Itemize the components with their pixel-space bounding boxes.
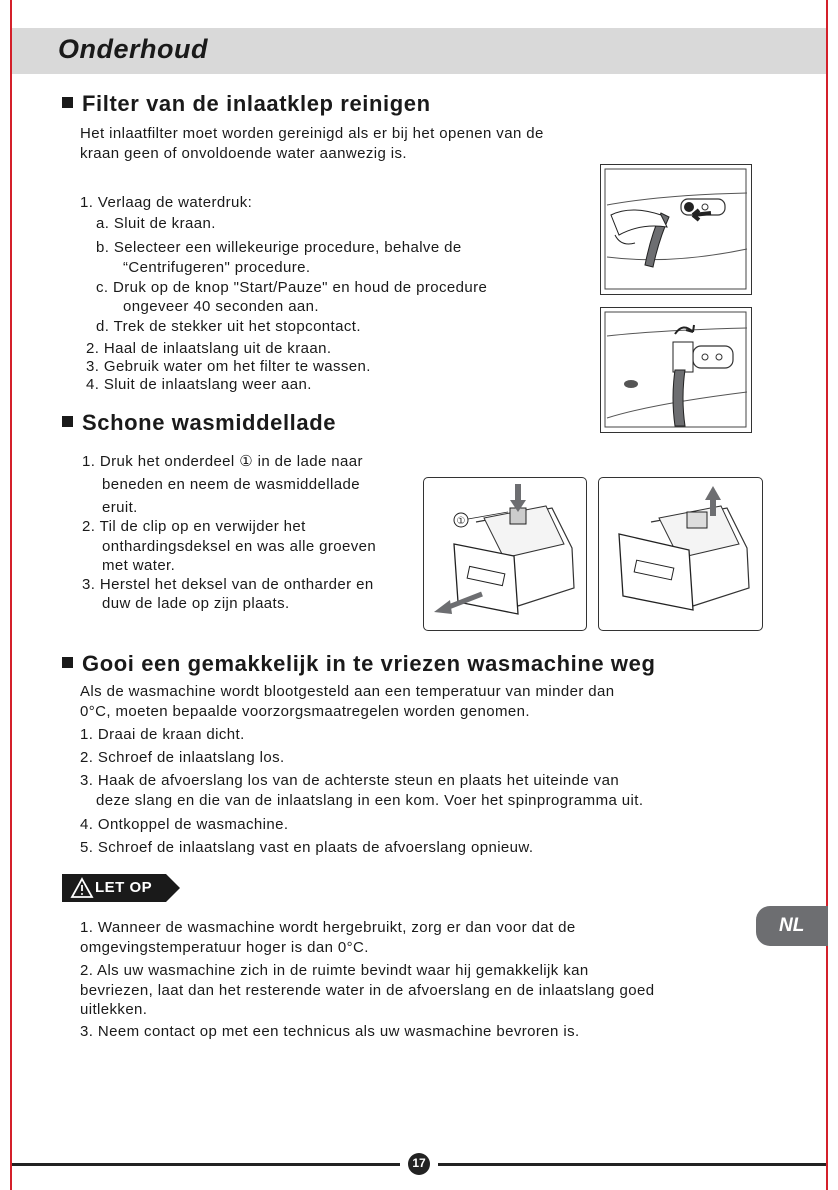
list-item: 3. Herstel het deksel van de ontharder en xyxy=(82,576,374,593)
warning-label: LET OP xyxy=(95,879,153,896)
list-item: deze slang en die van de inlaatslang in een kom. Voer het spinprogramma uit. xyxy=(96,792,644,809)
bullet-square-icon xyxy=(62,657,73,668)
drawer-remove-illustration xyxy=(424,478,585,629)
list-item: ongeveer 40 seconden aan. xyxy=(123,298,319,315)
figure-inlet-filter xyxy=(600,164,752,295)
list-item: 4. Ontkoppel de wasmachine. xyxy=(80,816,289,833)
list-item: 2. Til de clip op en verwijder het xyxy=(82,518,306,535)
list-item: 5. Schroef de inlaatslang vast en plaats de afvoerslang opnieuw. xyxy=(80,839,534,856)
inlet-hose-illustration xyxy=(601,308,750,431)
list-item: 1. Draai de kraan dicht. xyxy=(80,726,245,743)
page-title: Onderhoud xyxy=(58,34,208,64)
warning-line: uitlekken. xyxy=(80,1001,148,1018)
figure-drawer-remove xyxy=(423,477,587,631)
list-item: beneden en neem de wasmiddellade xyxy=(102,476,360,493)
list-item: 3. Haak de afvoerslang los van de achterste steun en plaats het uiteinde van xyxy=(80,772,620,789)
section-heading-dispenser: Schone wasmiddellade xyxy=(62,410,336,436)
list-item: “Centrifugeren" procedure. xyxy=(123,259,311,276)
warning-line: 2. Als uw wasmachine zich in de ruimte bevindt waar hij gemakkelijk kan xyxy=(80,962,589,979)
figure-softener-clip xyxy=(598,477,763,631)
list-item: 3. Gebruik water om het filter te wassen. xyxy=(86,358,371,375)
softener-clip-illustration xyxy=(599,478,761,629)
section-heading-freeze: Gooi een gemakkelijk in te vriezen wasmachine weg xyxy=(62,651,656,677)
callout-number: ① xyxy=(456,516,466,527)
page-number: 17 xyxy=(412,1156,426,1170)
list-item: 2. Haal de inlaatslang uit de kraan. xyxy=(86,340,332,357)
bullet-square-icon xyxy=(62,97,73,108)
list-item: 1. Verlaag de waterdruk: xyxy=(80,194,253,211)
footer-rule-right xyxy=(438,1163,826,1166)
list-item: b. Selecteer een willekeurige procedure, behalve de xyxy=(96,239,462,256)
paragraph-line: Als de wasmachine wordt blootgesteld aan een temperatuur van minder dan xyxy=(80,683,615,700)
warning-line: bevriezen, laat dan het resterende water in de afvoerslang en de inlaatslang goed xyxy=(80,982,655,999)
warning-line: omgevingstemperatuur hoger is dan 0°C. xyxy=(80,939,369,956)
bullet-square-icon xyxy=(62,416,73,427)
list-item: met water. xyxy=(102,557,176,574)
section-heading-filter: Filter van de inlaatklep reinigen xyxy=(62,91,431,117)
footer-rule-left xyxy=(12,1163,400,1166)
warning-line: 3. Neem contact op met een technicus als uw wasmachine bevroren is. xyxy=(80,1023,580,1040)
figure-inlet-hose xyxy=(600,307,752,433)
list-item: c. Druk op de knop "Start/Pauze" en houd de procedure xyxy=(96,279,488,296)
warning-line: 1. Wanneer de wasmachine wordt hergebruikt, zorg er dan voor dat de xyxy=(80,919,576,936)
paragraph-line: 0°C, moeten bepaalde voorzorgsmaatregelen worden genomen. xyxy=(80,703,530,720)
list-item: eruit. xyxy=(102,499,138,516)
list-item: onthardingsdeksel en was alle groeven xyxy=(102,538,377,555)
list-item: duw de lade op zijn plaats. xyxy=(102,595,290,612)
language-tab-label: NL xyxy=(779,915,805,936)
paragraph-line: kraan geen of onvoldoende water aanwezig is. xyxy=(80,145,407,162)
list-item: d. Trek de stekker uit het stopcontact. xyxy=(96,318,361,335)
list-item: 2. Schroef de inlaatslang los. xyxy=(80,749,285,766)
list-item: 4. Sluit de inlaatslang weer aan. xyxy=(86,376,312,393)
inlet-filter-illustration xyxy=(601,165,750,293)
paragraph-line: Het inlaatfilter moet worden gereinigd als er bij het openen van de xyxy=(80,125,544,142)
list-item: 1. Druk het onderdeel ① in de lade naar xyxy=(82,453,363,470)
list-item: a. Sluit de kraan. xyxy=(96,215,216,232)
